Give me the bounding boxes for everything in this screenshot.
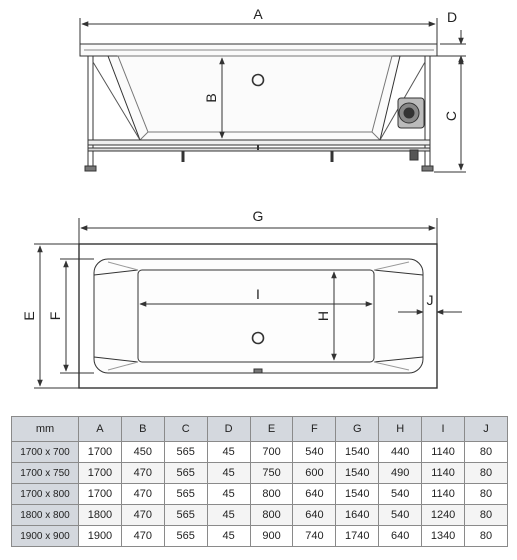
top-view: [34, 218, 462, 388]
header-cell: B: [121, 417, 164, 442]
table-row: [12, 505, 508, 526]
table-row: [12, 484, 508, 505]
table-cell: 800: [250, 484, 293, 505]
table-cell: 565: [164, 526, 207, 547]
label-i: I: [256, 286, 260, 302]
table-cell: 640: [293, 484, 336, 505]
header-cell: C: [164, 417, 207, 442]
table-cell: 45: [207, 505, 250, 526]
header-cell: I: [422, 417, 465, 442]
table-cell: 1140: [422, 484, 465, 505]
side-view: [80, 18, 466, 172]
table-row: [12, 526, 508, 547]
table-cell: 740: [293, 526, 336, 547]
table-cell: 80: [465, 505, 508, 526]
table-cell: 1800: [79, 505, 122, 526]
table-cell: 1140: [422, 463, 465, 484]
table-cell: 1900: [79, 526, 122, 547]
table-cell: 900: [250, 526, 293, 547]
table-cell: 80: [465, 463, 508, 484]
table-cell: 80: [465, 484, 508, 505]
label-c: C: [443, 110, 459, 122]
tub-body: [108, 56, 400, 140]
table-cell: 1640: [336, 505, 379, 526]
table-cell: 470: [121, 484, 164, 505]
table-cell: 1540: [336, 442, 379, 463]
label-j: J: [426, 292, 434, 308]
label-b: B: [203, 93, 219, 103]
table-cell: 80: [465, 442, 508, 463]
table-cell: 750: [250, 463, 293, 484]
frame-bar: [88, 140, 430, 145]
table-cell: 700: [250, 442, 293, 463]
header-cell: H: [379, 417, 422, 442]
table-cell: 470: [121, 505, 164, 526]
row-label: 1700 x 800: [12, 484, 79, 505]
table-cell: 565: [164, 505, 207, 526]
table-cell: 800: [250, 505, 293, 526]
label-g: G: [252, 208, 264, 224]
table-cell: 45: [207, 526, 250, 547]
header-cell: J: [465, 417, 508, 442]
table-cell: 565: [164, 442, 207, 463]
table-cell: 45: [207, 442, 250, 463]
header-cell: G: [336, 417, 379, 442]
table-cell: 1140: [422, 442, 465, 463]
table-cell: 1240: [422, 505, 465, 526]
table-cell: 565: [164, 484, 207, 505]
dimensions-table: [11, 416, 508, 547]
table-header-row: [12, 417, 508, 442]
table-cell: 640: [379, 526, 422, 547]
label-d: D: [446, 9, 458, 25]
table-cell: 540: [379, 505, 422, 526]
table-cell: 1540: [336, 463, 379, 484]
table-cell: 45: [207, 463, 250, 484]
table-cell: 1700: [79, 463, 122, 484]
table-cell: 565: [164, 463, 207, 484]
label-h: H: [315, 310, 331, 322]
table-cell: 470: [121, 463, 164, 484]
label-f: F: [47, 311, 63, 321]
table-cell: 1700: [79, 442, 122, 463]
header-cell: F: [293, 417, 336, 442]
table-cell: 600: [293, 463, 336, 484]
table-cell: 1540: [336, 484, 379, 505]
row-label: 1700 x 700: [12, 442, 79, 463]
table-cell: 640: [293, 505, 336, 526]
row-label: 1800 x 800: [12, 505, 79, 526]
label-e: E: [21, 311, 37, 321]
table-cell: 540: [379, 484, 422, 505]
table-cell: 440: [379, 442, 422, 463]
header-cell: A: [79, 417, 122, 442]
table-cell: 1340: [422, 526, 465, 547]
row-label: 1900 x 900: [12, 526, 79, 547]
table-cell: 490: [379, 463, 422, 484]
table-cell: 540: [293, 442, 336, 463]
header-cell: D: [207, 417, 250, 442]
table-row: [12, 463, 508, 484]
header-cell: E: [250, 417, 293, 442]
table-cell: 1700: [79, 484, 122, 505]
header-cell: mm: [12, 417, 79, 442]
table-cell: 45: [207, 484, 250, 505]
table-cell: 450: [121, 442, 164, 463]
table-cell: 1740: [336, 526, 379, 547]
row-label: 1700 x 750: [12, 463, 79, 484]
table-cell: 470: [121, 526, 164, 547]
table-cell: 80: [465, 526, 508, 547]
table-row: [12, 442, 508, 463]
label-a: A: [253, 6, 263, 22]
